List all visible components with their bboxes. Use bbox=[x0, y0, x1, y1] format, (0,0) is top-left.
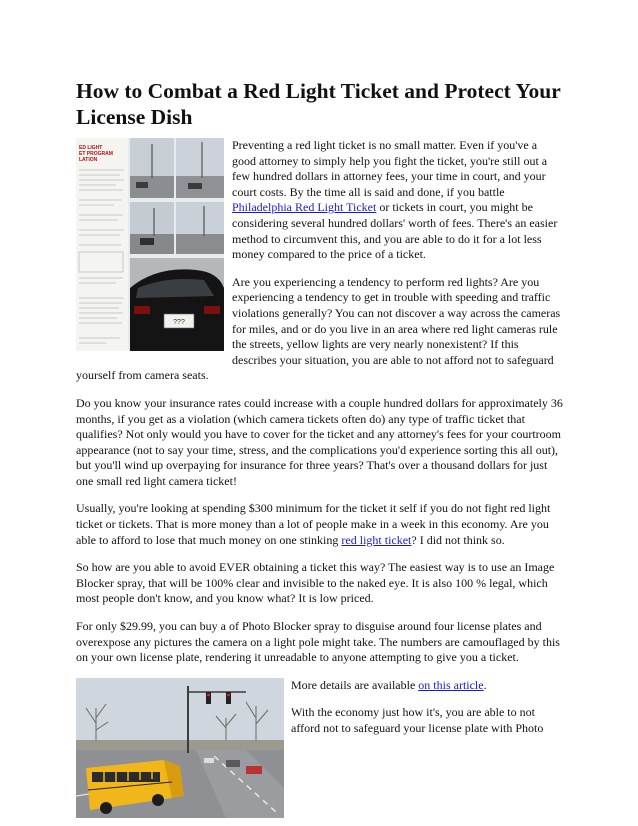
paragraph-8: With the economy just how it's, you are able to not afford not to safeguard your license plate with Photo bbox=[291, 705, 544, 735]
paragraph-5: So how are you able to avoid EVER obtaining a ticket this way? The easiest way is to use an Image Blocker spray, that will be 100% clear and invisible to the naked eye. It is also 100 % legal, which most people don't know, and you know what? It is low priced. bbox=[76, 560, 555, 606]
ticket-header-line2: ET PROGRAM bbox=[79, 151, 113, 157]
paragraph-1: Preventing a red light ticket is no small matter. Even if you've a good attorney to simply help you fight the ticket, you're still out a few hundred dollars in attorney fees, your time in court, and your court costs. By the time all is said and done, if you battle Philadelphia Red Light Ticket or tickets in court, you might be considering several hundred dollars' worth of fees. There's an easier method to circumvent this, and you are able to do it for a lot less money compared to the price of a ticket. bbox=[232, 138, 558, 262]
paragraph-6: For only $29.99, you can buy a of Photo Blocker spray to disguise around four license plates and overexpose any pictures the camera on a light pole might take. The numbers are camouflaged by this on your own license plate, rendering it unreadable to anyone attempting to give you a ticket. bbox=[76, 619, 560, 665]
ticket-header-line1: ED LIGHT bbox=[79, 145, 103, 151]
paragraph-7: More details are available on this article. bbox=[291, 677, 487, 692]
article bbox=[76, 78, 564, 818]
paragraph-4: Usually, you're looking at spending $300 minimum for the ticket it self if you do not fight red light ticket or tickets. That is more money than a lot of people make in a week in this economy. Are you able to afford to lose that much money on one stinking red light ticket? I did not think so. bbox=[76, 501, 551, 547]
ticket-photo bbox=[76, 138, 224, 351]
license-plate-text: ??? bbox=[173, 319, 185, 326]
school-bus-photo bbox=[76, 678, 284, 818]
on-this-article-link[interactable]: on this article bbox=[418, 677, 484, 692]
paragraph-3: Do you know your insurance rates could increase with a couple hundred dollars for approximately 36 months, if you get as a violation (which camera tickets often do) any type of traffic ticket that qualifies? Not only would you have to cover for the ticket and any attorney's fees for your courtroom appearance (not to say your time, stress, and the complications you'd experience sorting this all out), but you'll wind up overpaying for insurance for three years? That's over a thousand dollars for just one small red light camera ticket! bbox=[76, 395, 563, 488]
philadelphia-red-light-ticket-link[interactable]: Philadelphia Red Light Ticket bbox=[232, 200, 377, 215]
paragraph-2: Are you experiencing a tendency to perform red lights? Are you experiencing a tendency to get in trouble with speeding and traffic violations generally? You can not discover a way across the cameras for miles, and or do you live in an area where red light cameras rule the streets, yellow lights are very nearly nonexistent? If this describes your situation, you are able to not afford not to safeguard yourself from camera seats. bbox=[76, 274, 561, 383]
red-light-ticket-link[interactable]: red light ticket bbox=[341, 532, 412, 547]
ticket-header-line3: LATION bbox=[79, 157, 98, 163]
article-title: How to Combat a Red Light Ticket and Protect Your License Dish bbox=[76, 79, 561, 129]
